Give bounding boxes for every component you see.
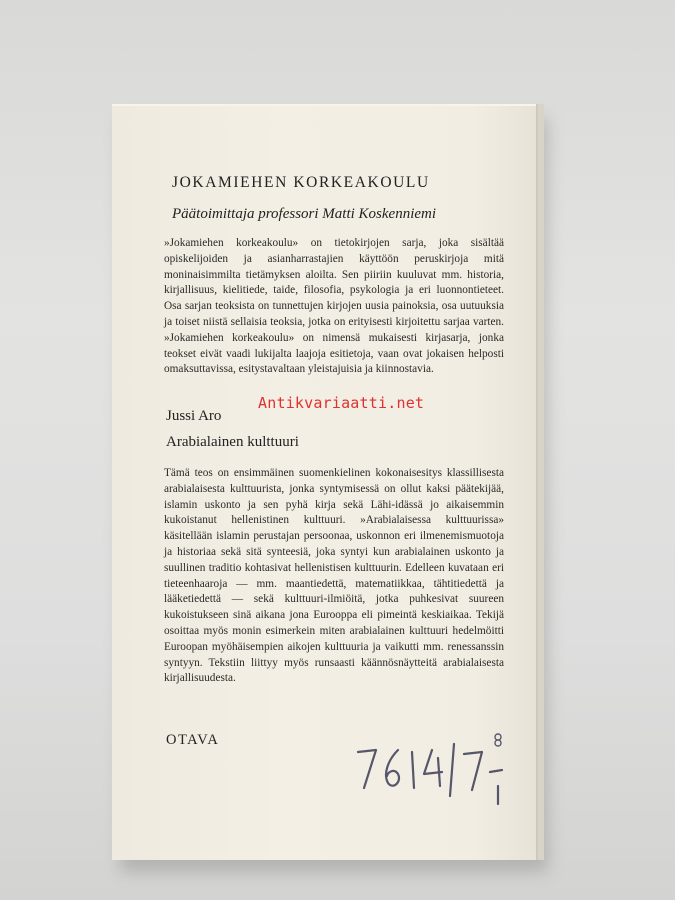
book-title: Arabialainen kulttuuri: [166, 434, 299, 450]
book-author: Jussi Aro: [166, 408, 222, 424]
series-title: JOKAMIEHEN KORKEAKOULU: [172, 174, 430, 191]
series-description: »Jokamiehen korkeakoulu» on tietokirjojen sarja, joka sisältää opiskelijoiden ja asianharrastajien käyttöön peruskirjoja mitä moninaisimmilta tietämyksen aloilta. Sen piiriin kuuluvat mm. historia, kirjallisuus, kielitiede, taide, filosofia, psykologia ja eri luonnontieteet. Osa sarjan teoksista on tunnettujen kirjojen uusia painoksia, osa uutuuksia ja toiset niistä sellaisia teoksia, jotka on erityisesti kirjoitettu sarjaa varten. »Jokamiehen korkeakoulu» on nimensä mukaisesti kirjasarja, jonka teokset eivät vaadi lukijalta laajoja esitietoja, vaan ovat jokaisen helposti omaksuttavissa, esitystavaltaan yleistajuisia ja kiinnostavia.: [164, 237, 504, 376]
handwritten-pencil-note: [350, 728, 510, 808]
antikvariaatti-watermark: Antikvariaatti.net: [258, 394, 425, 412]
book-description: Tämä teos on ensimmäinen suomenkielinen kokonaisesitys klassillisesta arabialaisesta kulttuurista, jonka syntymisessä on ollut kaksi päätekijää, islamin uskonto ja sen pyhä kirja sekä Lähi-idässä jo aikaisemmin kukoistanut hellenistinen kulttuuri. »Arabialaisessa kulttuurissa» käsitellään islamin perustajan persoonaa, uskonnon eri ilmenemismuotoja ja historiaa sekä sitä synteesiä, joka syntyi kun arabialainen uskonto ja suullinen traditio kohtasivat hellenistisen kulttuurin. Edelleen kuvataan eri tieteenhaaroja — mm. maantiedettä, matematiikkaa, tähtitiedettä ja lääketiedettä — sekä kulttuuri-ilmiöitä, jotka puhkesivat suureen kukoistukseen sinä aikana jona Eurooppa eli pimeintä keskiaikaa. Tekijä osoittaa myös monin esimerkein miten arabialainen kulttuuri hedelmöitti Euroopan myöhäisempien aikojen kulttuuria ja vaikutti mm. renessanssin syntyyn. Tekstiin liittyy myös runsaasti käännösnäytteitä arabialaisesta kirjallisuudesta.: [164, 467, 504, 685]
publisher-name: OTAVA: [166, 732, 220, 748]
editor-line: Päätoimittaja professori Matti Koskenniemi: [172, 206, 437, 222]
